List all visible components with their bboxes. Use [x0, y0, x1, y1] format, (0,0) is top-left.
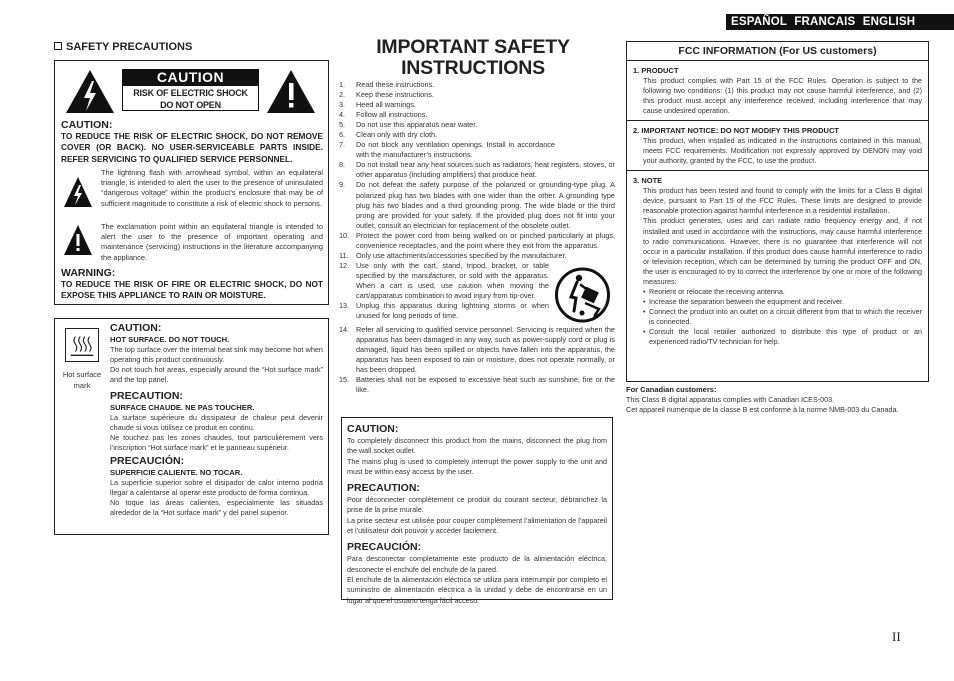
hot-precaution-heading: PRECAUTION:: [110, 390, 183, 402]
disconnect-precaution-paragraph: La prise secteur est utilisée pour couper complètement l’alimentation de l’appareil et l’utilisateur doit pouvoir y accéder facilement.: [347, 515, 607, 536]
disconnect-caution-box: [341, 417, 613, 605]
exclamation-explanation: The exclamation point within an equilateral triangle is intended to alert the user to the presence of important operating and maintenance (servicing) instructions in the literature accompanying the appliance.: [101, 222, 323, 262]
list-item: 12. Use only with the cart, stand, tripod, bracket, or table specified by the manufacturer, or sold with the apparatus. When a cart is used, use caution when moving the cart/apparatus combination to avoid injury from tip-over.: [339, 260, 549, 300]
warning-text: TO REDUCE THE RISK OF FIRE OR ELECTRIC SHOCK, DO NOT EXPOSE THIS APPLIANCE TO RAIN OR MOISTURE.: [61, 279, 323, 301]
disconnect-caution-en: [347, 423, 607, 477]
cart-warning-icon: [555, 265, 610, 325]
list-item: 14. Refer all servicing to qualified service personnel. Servicing is required when the apparatus has been damaged in any way, such as power-supply cord or plug is damaged, liquid has been spilled or objects have fallen into the apparatus, the apparatus has been exposed to rain or moisture, does not operate normally, or has been dropped.: [339, 325, 615, 375]
disconnect-caution-es: [347, 541, 607, 605]
list-item: 9. Do not defeat the safety purpose of the polarized or grounding-type plug. A polarized plug has two blades with one wider than the other. A grounding type plug has two blades and a third grounding prong. The wide blade or the third prong are provided for your safety. If the provided plug does not fit into your outlet, consult an electrician for replacement of the obsolete outlet.: [339, 180, 615, 230]
caution-label: CAUTION: [122, 69, 259, 85]
lightning-triangle-icon: [63, 176, 93, 208]
instruction-list: [338, 80, 615, 395]
language-bar: ESPAÑOL FRANCAIS ENGLISH: [726, 14, 954, 30]
disconnect-precaucion-paragraph: El enchufe de la alimentación eléctrica se utiliza para interrumpir por completo el suministro de alimentación eléctrica a la unidad y debe de encontrarse en un lugar al que el usuario tenga fácil acceso.: [347, 574, 607, 605]
hot-surface-mark-label: Hot surface mark: [62, 370, 102, 390]
list-item: 6. Clean only with dry cloth.: [339, 130, 438, 140]
hot-caution-subheading: HOT SURFACE. DO NOT TOUCH.: [110, 335, 230, 344]
canada-paragraph: Cet appareil numérique de la classe B est conforme à la norme NMB-003 du Canada.: [626, 405, 899, 415]
list-item: 13. Unplug this apparatus during lightning storms or when unused for long periods of time.: [339, 301, 549, 321]
checkbox-square-icon: [54, 42, 62, 50]
safety-precautions-heading: SAFETY PRECAUTIONS: [54, 41, 192, 53]
list-item: • Increase the separation between the equipment and receiver.: [643, 296, 844, 306]
list-item: • Connect the product into an outlet on a circuit different from that to which the receiver is connected.: [643, 306, 922, 326]
fcc-section-text: This product generates, uses and can radiate radio frequency energy and, if not installed and used in accordance with the instructions, may cause harmful interference to radio communications. However, there is no guarantee that interference will not occur in a particular installation. If this product does cause harmful interference to radio or television reception, which can be determined by turning the product OFF and ON, the user is encouraged to try to correct the interference by one or more of the following measures:: [643, 216, 922, 286]
disconnect-precaucion-heading: PRECAUCIÓN:: [347, 541, 422, 554]
hot-precaution-paragraph: Ne touchez pas les zones chaudes, tout particulièrement vers l’inscription “Hot surface mark” et le panneau supérieur.: [110, 433, 323, 453]
disconnect-caution-heading: CAUTION:: [347, 423, 399, 435]
page-title: IMPORTANT SAFETY INSTRUCTIONS: [376, 36, 570, 79]
hot-precaucion-paragraph: La superficie superior sobre el disipador de calor interno podría llegar a calentarse al operar este producto de forma continua.: [110, 478, 323, 498]
hot-caution-heading: CAUTION:: [110, 322, 162, 334]
list-item: 10. Protect the power cord from being walked on or pinched particularly at plugs, convenience receptacles, and the point where they exit from the apparatus.: [339, 230, 615, 250]
fcc-section-note: [627, 171, 928, 351]
canadian-customers-section: [626, 385, 926, 415]
disconnect-precaution-heading: PRECAUTION:: [347, 482, 420, 495]
hot-precaucion-paragraph: No toque las áreas calientes, especialmente las situadas alrededor de la “Hot surface mark” y del panel superior.: [110, 498, 323, 518]
canada-heading: For Canadian customers:: [626, 385, 717, 394]
hot-caution-en: [110, 322, 323, 385]
fcc-section-heading: 3. NOTE: [633, 176, 663, 186]
hot-precaucion-heading: PRECAUCIÓN:: [110, 455, 185, 467]
disconnect-caution-fr: [347, 482, 607, 536]
hot-precaucion-subheading: SUPERFICIE CALIENTE. NO TOCAR.: [110, 468, 243, 477]
disconnect-caution-paragraph: To completely disconnect this product from the mains, disconnect the plug from the wall socket outlet.: [347, 436, 607, 456]
list-item: 11. Only use attachments/accessories specified by the manufacturer.: [339, 250, 567, 260]
hot-caution-es: [110, 455, 323, 518]
disconnect-precaution-paragraph: Pour déconnecter complètement ce produit du courant secteur, débranchez la prise de la prise murale.: [347, 495, 607, 515]
fcc-section-text: This product complies with Part 15 of the FCC Rules. Operation is subject to the following two conditions: (1) this product may not cause harmful interference, and (2) this product must accept any interference received, including interference that may cause undesired operation.: [643, 76, 922, 116]
list-item: 7. Do not block any ventilation openings. Install in accordance with the manufacturer’s instructions.: [339, 140, 555, 160]
list-item: 3. Heed all warnings.: [339, 100, 417, 110]
fcc-section-product: [627, 61, 928, 121]
lightning-triangle-icon: [65, 69, 115, 114]
lightning-explanation: The lightning flash with arrowhead symbol, within an equilateral triangle, is intended to alert the user to the presence of uninsulated “dangerous voltage” within the product’s enclosure that may be of sufficient magnitude to constitute a risk of electric shock to persons.: [101, 168, 323, 208]
caution-text: TO REDUCE THE RISK OF ELECTRIC SHOCK, DO NOT REMOVE COVER (OR BACK). NO USER-SERVICEABLE PARTS INSIDE. REFER SERVICING TO QUALIFIED SERVICE PERSONNEL.: [61, 131, 323, 164]
list-item: 2. Keep these instructions.: [339, 90, 434, 100]
list-item: 8. Do not install near any heat sources such as radiators, heat registers, stoves, or other apparatus (including amplifiers) that produce heat.: [339, 160, 615, 180]
warning-heading: WARNING:: [61, 267, 116, 279]
canada-paragraph: This Class B digital apparatus complies with Canadian ICES-003.: [626, 395, 835, 404]
hot-surface-icon: [65, 328, 99, 362]
page-number: II: [892, 629, 901, 644]
list-item: 5. Do not use this apparatus near water.: [339, 120, 478, 130]
list-item: 15. Batteries shall not be exposed to excessive heat such as sunshine, fire or the like.: [339, 375, 615, 395]
disconnect-caution-paragraph: The mains plug is used to completely interrupt the power supply to the unit and must be within easy access by the user.: [347, 456, 607, 476]
hot-precaution-paragraph: La surface supérieure du dissipateur de chaleur peut devenir chaude si vous utilisez ce produit en continu.: [110, 413, 323, 433]
safety-warning-box: [54, 60, 329, 305]
list-item: • Reorient or relocate the receiving antenna.: [643, 286, 785, 296]
caution-heading: CAUTION:: [61, 119, 113, 131]
exclamation-triangle-icon: [266, 69, 316, 114]
fcc-information-box: [626, 41, 929, 382]
hot-precaution-subheading: SURFACE CHAUDE. NE PAS TOUCHER.: [110, 403, 255, 412]
hot-surface-box: [54, 318, 329, 535]
hot-caution-paragraph: The top surface over the internal heat sink may become hot when operating this product continuously.: [110, 345, 323, 365]
fcc-section-text: This product, when installed as indicated in the instructions contained in this manual, meets FCC requirements. Modification not expressly approved by DENON may void your authority, granted by the FCC, to use the product.: [643, 136, 922, 166]
fcc-section-notice: [627, 121, 928, 171]
fcc-section-heading: 1. PRODUCT: [633, 66, 679, 75]
list-item: 1. Read these instructions.: [339, 80, 435, 89]
list-item: 4. Follow all instructions.: [339, 110, 428, 120]
disconnect-precaucion-paragraph: Para desconectar completamente este producto de la alimentación eléctrica, desconecte el enchufe del enchufe de la pared.: [347, 554, 607, 574]
hot-caution-fr: [110, 390, 323, 453]
fcc-section-heading: 2. IMPORTANT NOTICE: DO NOT MODIFY THIS PRODUCT: [633, 126, 839, 136]
risk-of-shock-label: RISK OF ELECTRIC SHOCK DO NOT OPEN: [122, 85, 259, 111]
fcc-title: FCC INFORMATION (For US customers): [627, 42, 928, 61]
list-item: • Consult the local retailer authorized to distribute this type of product or an experienced radio/TV technician for help.: [643, 326, 922, 347]
exclamation-triangle-icon: [63, 224, 93, 256]
fcc-section-text: This product has been tested and found to comply with the limits for a Class B digital device, pursuant to Part 15 of the FCC Rules. These limits are designed to provide reasonable protection against harmful interference in a residential installation.: [643, 186, 922, 216]
hot-caution-paragraph: Do not touch hot areas, especially around the “Hot surface mark” and the top panel.: [110, 365, 323, 385]
